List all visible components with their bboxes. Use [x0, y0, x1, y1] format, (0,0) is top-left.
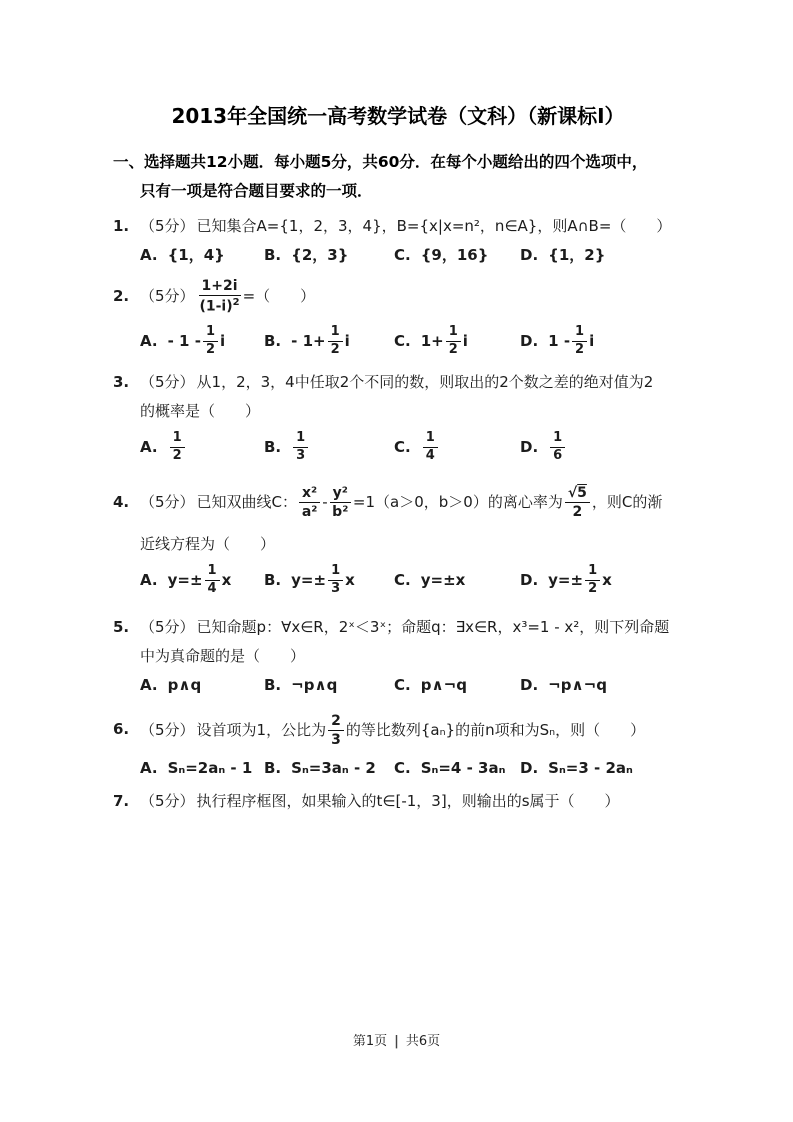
question-7	[113, 787, 683, 816]
option-b	[264, 325, 394, 358]
option-label: A.	[140, 570, 158, 589]
stem-text: 设首项为1，公比为	[196, 721, 327, 739]
stem-text: 已知双曲线C：	[196, 493, 298, 511]
question-stem	[140, 706, 683, 754]
fraction-numerator: 1	[170, 431, 185, 448]
option-pre: - 1+	[291, 331, 326, 350]
fraction-denominator: 3	[331, 732, 341, 748]
option-text: Sₙ=3 - 2aₙ	[548, 759, 633, 777]
option-pre: 1 -	[548, 331, 571, 350]
fraction-denominator: 3	[331, 580, 341, 596]
fraction	[572, 325, 587, 358]
fraction-numerator: 2	[328, 713, 344, 731]
question-2	[113, 272, 683, 362]
fraction-numerator: 1	[572, 325, 587, 342]
stem-line-2: 的概率是（ ）	[140, 402, 261, 420]
stem-text: 执行程序框图，如果输入的t∈[-1，3]，则输出的s属于（ ）	[196, 792, 620, 810]
fraction-denominator: 2	[448, 341, 458, 357]
question-6	[113, 706, 683, 783]
option-a	[140, 325, 264, 358]
fraction-denominator: 2	[575, 341, 585, 357]
option-label: D.	[520, 676, 539, 694]
option-d	[520, 431, 683, 464]
options-row	[140, 426, 683, 468]
fraction	[330, 485, 351, 520]
option-pre: - 1 -	[167, 331, 201, 350]
option-c	[394, 566, 520, 595]
page-title: 2013年全国统一高考数学试卷（文科）（新课标Ⅰ）	[171, 104, 625, 128]
fraction	[199, 278, 241, 315]
option-label: D.	[520, 759, 539, 777]
options-row	[140, 671, 683, 700]
footer-page-label: 第1页	[352, 1034, 388, 1049]
option-label: C.	[394, 759, 411, 777]
fraction	[585, 564, 600, 597]
fraction	[328, 325, 343, 358]
option-text: Sₙ=3aₙ - 2	[291, 759, 376, 777]
option-a	[140, 754, 264, 783]
fraction-denominator: b²	[332, 504, 349, 520]
option-b	[264, 241, 394, 270]
section-line-2: 只有一项是符合题目要求的一项．	[140, 182, 373, 200]
question-5	[113, 613, 683, 700]
option-b	[264, 754, 394, 783]
option-text: Sₙ=2aₙ - 1	[167, 759, 253, 777]
question-points: （5分）	[140, 217, 195, 235]
stem-text: 从1，2，3，4中任取2个不同的数，则取出的2个数之差的绝对值为2	[196, 373, 654, 391]
question-number: 2.	[113, 287, 130, 305]
option-pre: y=±	[548, 570, 584, 589]
option-post: i	[462, 331, 468, 350]
question-points: （5分）	[140, 287, 195, 305]
stem-text: 的等比数列{aₙ}的前n项和为Sₙ，则（ ）	[345, 721, 646, 739]
question-number: 3.	[113, 373, 130, 391]
fraction-numerator: 1	[205, 564, 220, 581]
fraction	[170, 431, 185, 464]
minus-sign: -	[322, 493, 328, 511]
sqrt-symbol: √	[567, 484, 578, 501]
option-label: D.	[520, 570, 539, 589]
question-points: （5分）	[140, 373, 195, 391]
section-line-1: 一、选择题共12小题．每小题5分，共60分．在每个小题给出的四个选项中，	[113, 153, 648, 171]
fraction	[423, 431, 438, 464]
option-label: B.	[264, 246, 282, 264]
option-post: i	[344, 331, 350, 350]
option-label: C.	[394, 437, 411, 456]
option-text: p∧q	[167, 676, 202, 694]
question-number: 1.	[113, 217, 130, 235]
fraction-denominator: 4	[207, 580, 217, 596]
option-d	[520, 241, 683, 270]
option-label: B.	[264, 570, 282, 589]
option-a	[140, 431, 264, 464]
option-post: x	[221, 570, 232, 589]
stem-text: 已知命题p：∀x∈R，2ˣ＜3ˣ；命题q：∃x∈R，x³=1 - x²，则下列命题	[196, 618, 670, 636]
option-text: ¬p∧¬q	[548, 676, 607, 694]
fraction-numerator: x²	[299, 485, 320, 503]
fraction-numerator: 1	[550, 431, 565, 448]
option-c	[394, 325, 520, 358]
fraction	[328, 564, 343, 597]
fraction	[565, 485, 590, 520]
option-label: D.	[520, 331, 539, 350]
footer-separator: |	[394, 1034, 399, 1049]
option-text: Sₙ=4 - 3aₙ	[420, 759, 506, 777]
option-text: {9，16}	[420, 246, 489, 264]
fraction	[203, 325, 218, 358]
options-row	[140, 320, 683, 362]
question-1	[113, 212, 683, 270]
page-content	[113, 0, 683, 816]
option-post: i	[589, 331, 595, 350]
options-row	[140, 559, 683, 601]
option-text: ¬p∧q	[291, 676, 338, 694]
option-label: A.	[140, 437, 158, 456]
question-4	[113, 474, 683, 601]
question-number: 5.	[113, 618, 130, 636]
fraction-denominator: 6	[553, 447, 563, 463]
option-d	[520, 754, 683, 783]
fraction-denominator: 2	[588, 580, 598, 596]
fraction	[293, 431, 308, 464]
question-stem	[140, 212, 683, 241]
question-points: （5分）	[140, 721, 195, 739]
option-label: D.	[520, 437, 539, 456]
option-label: B.	[264, 759, 282, 777]
option-d	[520, 671, 683, 700]
option-label: C.	[394, 676, 411, 694]
fraction-denominator: a²	[301, 504, 318, 520]
stem-text: =（ ）	[242, 287, 316, 305]
fraction-denominator	[199, 296, 241, 315]
option-c	[394, 431, 520, 464]
question-3	[113, 368, 683, 468]
option-label: A.	[140, 759, 158, 777]
fraction-numerator: 1	[328, 325, 343, 342]
fraction-numerator: 1	[293, 431, 308, 448]
question-number: 4.	[113, 493, 130, 511]
option-label: C.	[394, 570, 411, 589]
section-header	[113, 148, 683, 206]
question-points: （5分）	[140, 792, 195, 810]
option-a	[140, 241, 264, 270]
option-label: B.	[264, 331, 282, 350]
option-label: B.	[264, 676, 282, 694]
fraction-denominator: 4	[425, 447, 435, 463]
fraction-denominator: 2	[205, 341, 215, 357]
option-a	[140, 564, 264, 597]
fraction-numerator: 1	[203, 325, 218, 342]
option-post: i	[219, 331, 226, 350]
option-b	[264, 431, 394, 464]
options-row	[140, 754, 683, 783]
option-b	[264, 564, 394, 597]
option-text: {2，3}	[291, 246, 349, 264]
options-row	[140, 241, 683, 270]
option-label: B.	[264, 437, 282, 456]
page-footer	[0, 1030, 793, 1049]
fraction-denominator: 2	[330, 341, 340, 357]
fraction-numerator: 1	[585, 564, 600, 581]
stem-line-2: 中为真命题的是（ ）	[140, 647, 306, 665]
option-label: C.	[394, 246, 411, 264]
stem-text: 已知集合A={1，2，3，4}，B={x|x=n²，n∈A}，则A∩B=（ ）	[196, 217, 672, 235]
option-a	[140, 671, 264, 700]
option-text: {1，4}	[167, 246, 225, 264]
fraction-numerator: 1+2i	[199, 278, 241, 296]
fraction-numerator: y²	[330, 485, 351, 503]
footer-total-label: 共6页	[405, 1034, 441, 1049]
option-pre: 1+	[420, 331, 444, 350]
fraction	[205, 564, 220, 597]
fraction	[299, 485, 320, 520]
fraction-numerator: 1	[423, 431, 438, 448]
equals-text: =1	[352, 493, 376, 511]
option-d	[520, 325, 683, 358]
radicand: 5	[577, 484, 587, 501]
option-d	[520, 564, 683, 597]
fraction	[550, 431, 565, 464]
fraction	[446, 325, 461, 358]
option-label: D.	[520, 246, 539, 264]
fraction-numerator	[565, 485, 590, 503]
fraction-denominator: 2	[172, 447, 182, 463]
option-b	[264, 671, 394, 700]
denominator-exponent: 2	[232, 297, 240, 309]
stem-line-1	[140, 613, 683, 642]
option-text: y=±x	[420, 570, 466, 589]
option-post: x	[345, 570, 355, 589]
denominator-base: (1-i)	[199, 298, 233, 315]
option-c	[394, 754, 520, 783]
option-post: x	[602, 570, 612, 589]
fraction-numerator: 1	[328, 564, 343, 581]
option-pre: y=±	[291, 570, 327, 589]
fraction-numerator: 1	[446, 325, 461, 342]
question-number: 6.	[113, 720, 130, 738]
question-stem	[140, 272, 683, 320]
fraction	[328, 713, 344, 748]
question-number: 7.	[113, 792, 130, 810]
question-points: （5分）	[140, 493, 195, 511]
option-text: p∧¬q	[420, 676, 467, 694]
stem-line-2: 近线方程为（ ）	[140, 535, 276, 553]
option-pre: y=±	[167, 570, 203, 589]
fraction-denominator: 3	[296, 447, 306, 463]
stem-line-1	[140, 474, 683, 530]
stem-text: （a＞0，b＞0）的离心率为	[375, 493, 563, 511]
option-label: A.	[140, 246, 158, 264]
question-points: （5分）	[140, 618, 195, 636]
option-label: A.	[140, 331, 158, 350]
option-c	[394, 671, 520, 700]
fraction-denominator: 2	[572, 504, 583, 520]
option-label: C.	[394, 331, 411, 350]
stem-text: ，则C的渐	[591, 493, 663, 511]
option-text: {1，2}	[548, 246, 606, 264]
option-c	[394, 241, 520, 270]
option-label: A.	[140, 676, 158, 694]
stem-line-1	[140, 368, 683, 397]
question-stem	[140, 787, 683, 816]
